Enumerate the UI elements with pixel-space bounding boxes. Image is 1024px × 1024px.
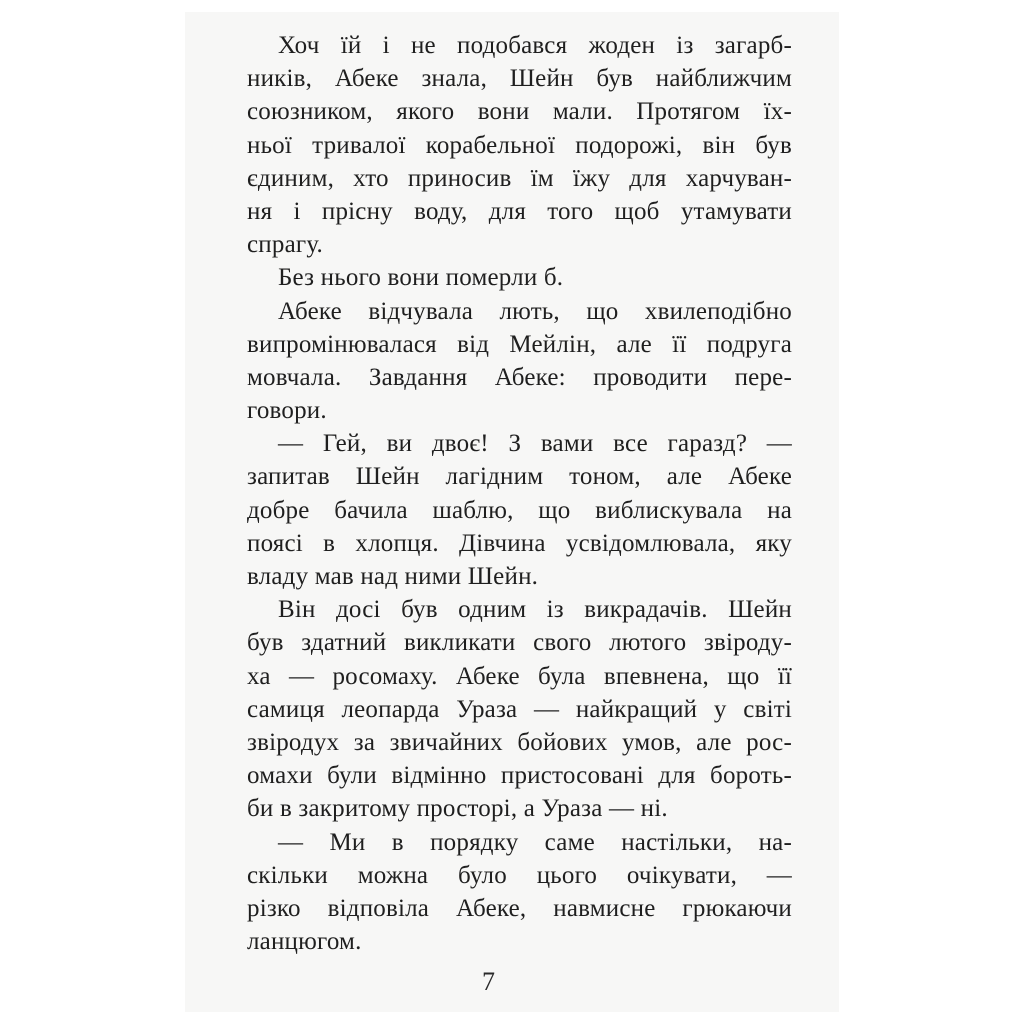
book-page [185,12,839,1012]
text-line: самиця леопарда Ураза — найкращий у світі [247,695,792,723]
text-line: Без нього вони померли б. [278,264,564,292]
text-line: Він досі був одним із викрадачів. Шейн [278,596,792,624]
page-number: 7 [482,967,495,996]
text-line: владу мав над ними Шейн. [247,563,539,590]
text-line: союзником, якого вони мали. Протягом їх- [247,98,792,126]
text-line: ньої тривалої корабельної подорожі, він був [247,131,792,159]
text-line: Абеке відчувала лють, що хвилеподібно [278,297,792,325]
text-line: єдиним, хто приносив їм їжу для харчуван- [247,164,792,192]
text-line: омахи були відмінно пристосовані для бороть- [247,762,792,790]
text-line: — Ми в порядку саме настільки, на- [278,828,792,856]
text-line: би в закритому просторі, а Ураза — ні. [247,795,668,823]
page-text [247,29,792,958]
text-line: був здатний викликати свого лютого звіроду- [247,629,792,657]
text-line: запитав Шейн лагідним тоном, але Абеке [247,463,792,491]
text-line: скільки можна було цього очікувати, — [247,861,792,889]
text-line: Хоч їй і не подобався жоден із загарб- [278,32,792,59]
text-line: ха — росомаху. Абеке була впевнена, що її [247,662,792,690]
text-line: — Гей, ви двоє! З вами все гаразд? — [278,430,792,458]
text-line: поясі в хлопця. Дівчина усвідомлювала, яку [247,529,792,557]
text-line: ня і прісну воду, для того щоб утамувати [247,197,792,225]
text-line: говори. [247,397,327,425]
text-line: ланцюгом. [247,928,362,956]
text-line: ників, Абеке знала, Шейн був найближчим [247,65,792,93]
text-line: спрагу. [247,231,323,259]
text-line: різко відповіла Абеке, навмисне грюкаючи [247,894,792,922]
text-line: випромінювалася від Мейлін, але її подруга [247,330,792,358]
text-line: добре бачила шаблю, що виблискувала на [247,496,792,524]
text-line: звіродух за звичайних бойових умов, але рос- [247,728,792,756]
text-line: мовчала. Завдання Абеке: проводити пере- [247,363,792,391]
